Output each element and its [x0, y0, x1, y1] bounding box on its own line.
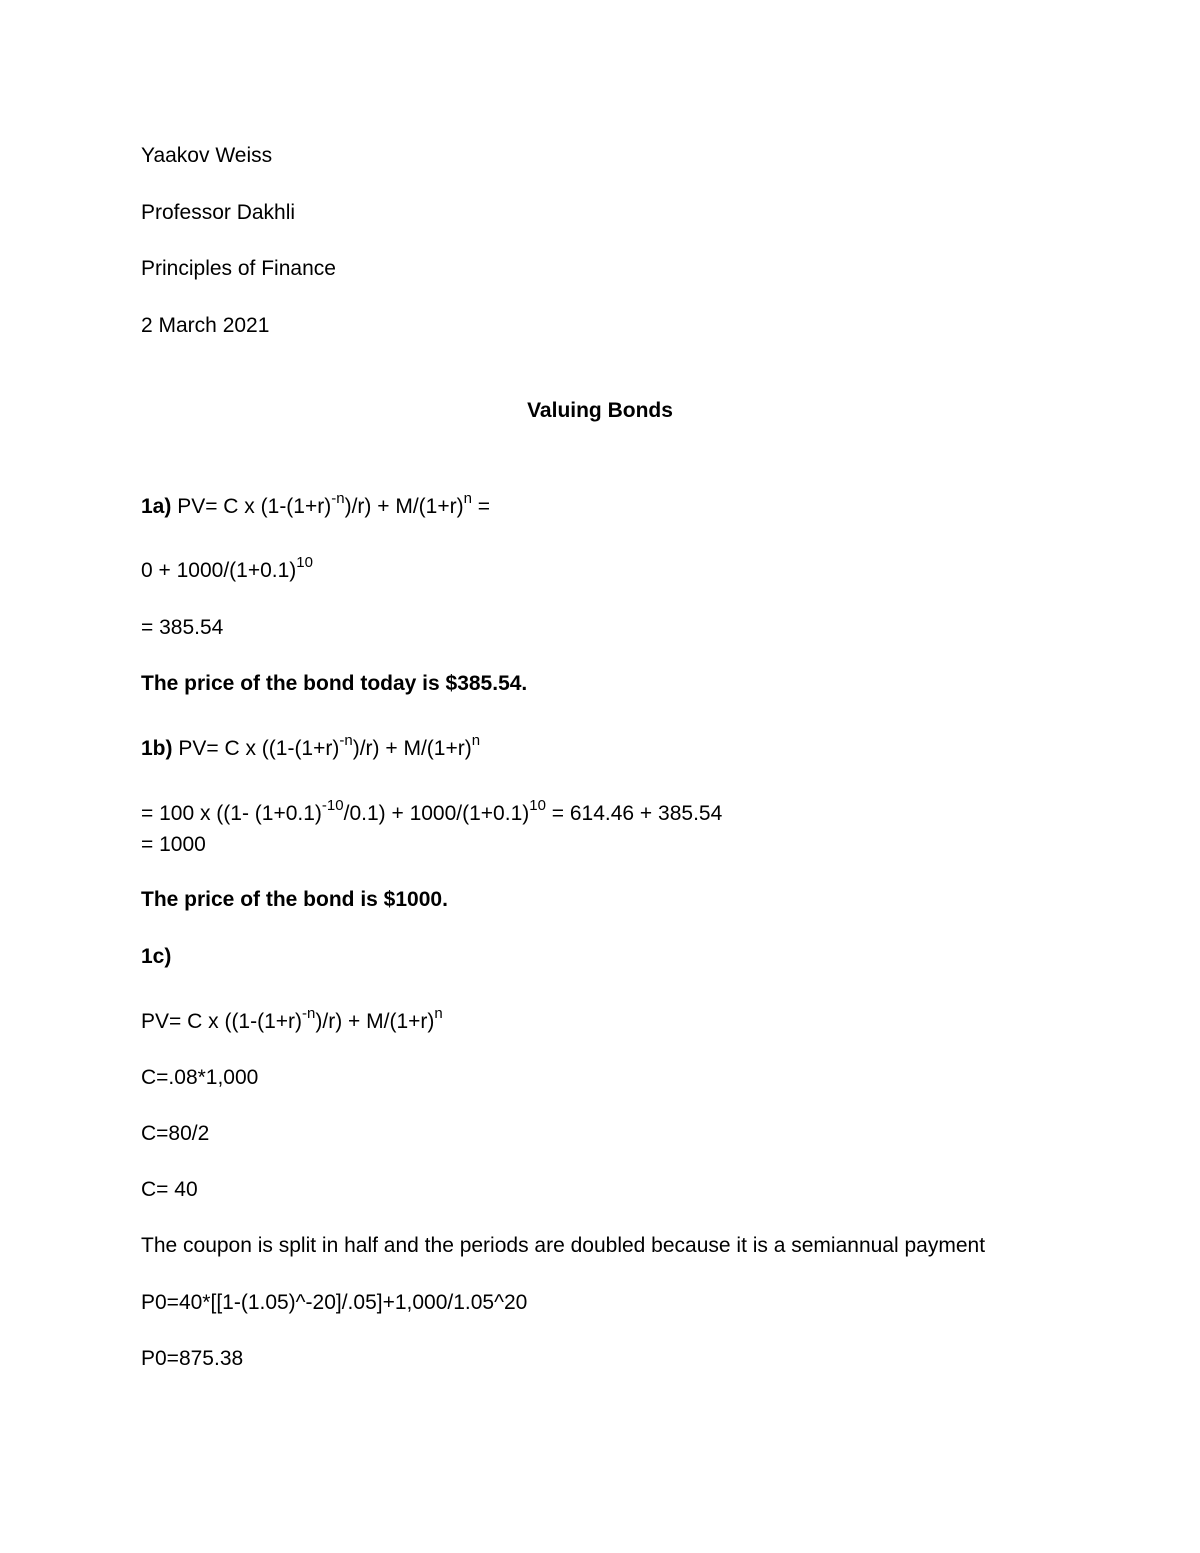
q1a-step1: $0 + 1000/(1+0.1)^{10}$ — [141, 554, 313, 582]
q1b-formula: 1b) PV= C x $((1-(1+r)^{-n})/r) + M/(1+r)^n$ — [141, 732, 481, 760]
q1c-coupon-step2: C=80/2 — [141, 1122, 210, 1145]
q1a-formula: 1a) PV= C x $(1-(1+r)^{-n})/r) + M/(1+r)^n$ = — [141, 490, 491, 518]
q1a-step2: = 385.54 — [141, 616, 224, 639]
course-name: Principles of Finance — [141, 257, 336, 280]
q1a-answer: The price of the bond today is $385.54. — [141, 672, 528, 695]
q1c-formula: PV= C x $((1-(1+r)^{-n})/r) + M/(1+r)^n$ — [141, 1005, 443, 1033]
q1c-label: 1c) — [141, 945, 172, 968]
page-title: Valuing Bonds — [527, 399, 673, 422]
q1c-p0-formula: P0=40*[[1-(1.05)^-20]/.05]+1,000/1.05^20 — [141, 1291, 528, 1314]
q1b-label: 1b) — [141, 737, 173, 760]
q1c-note: The coupon is split in half and the periods are doubled because it is a semiannual payment — [141, 1234, 986, 1257]
q1c-coupon-step1: C=.08*1,000 — [141, 1066, 259, 1089]
q1c-p0-value: P0=875.38 — [141, 1347, 244, 1370]
document-date: 2 March 2021 — [141, 314, 270, 337]
q1b-step1: = 100 x ((1- $(1+0.1)^{-10}/0.1) + 1000/(1+0.1)^{10} = 614.46 + 385.54$ — [141, 797, 723, 825]
q1a-label: 1a) — [141, 495, 172, 518]
q1b-step2: = 1000 — [141, 833, 206, 856]
q1b-answer: The price of the bond is $1000. — [141, 888, 448, 911]
q1c-coupon-step3: C= 40 — [141, 1178, 198, 1201]
author-name: Yaakov Weiss — [141, 144, 273, 167]
professor-name: Professor Dakhli — [141, 201, 296, 224]
